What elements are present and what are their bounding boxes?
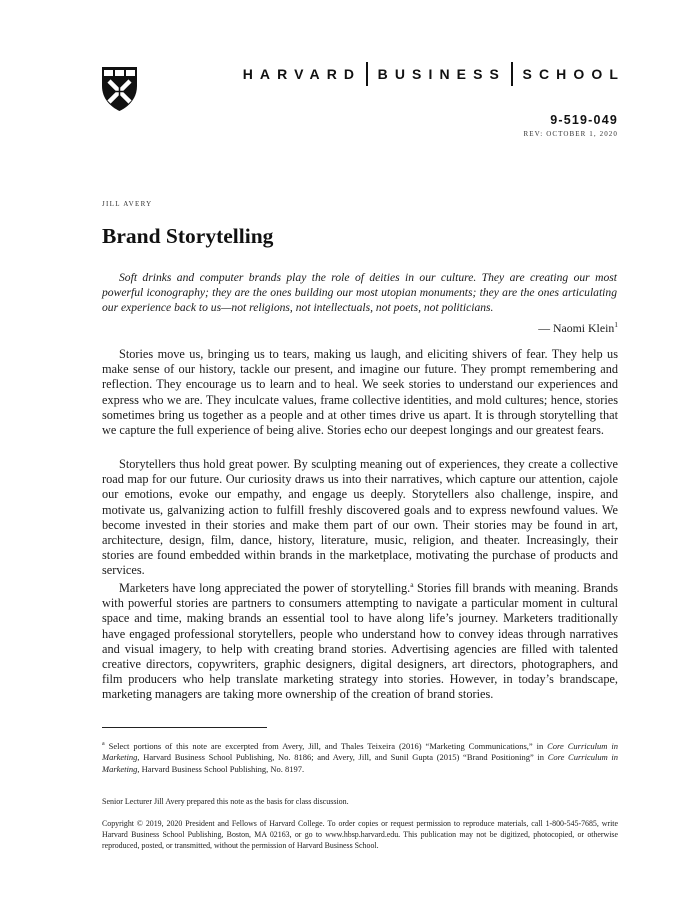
attribution-name: — Naomi Klein (538, 320, 615, 335)
epigraph-quote: Soft drinks and computer brands play the role of deities in our culture. They are creating our most powerful iconography; they are the ones building our most utopian monuments; they are the ones articulating our experience back to us—not religions, not intellectuals, not poets, not politicians. (102, 271, 617, 314)
footnote-text: , Harvard Business School Publishing, No. 8186; and Avery, Jill, and Sunil Gupta (2015) “Brand Positioning” in (137, 752, 548, 763)
school-word-harvard: HARVARD (242, 66, 362, 82)
school-word-business: BUSINESS (377, 66, 506, 82)
page-header (101, 62, 625, 114)
body-paragraph-2: Storytellers thus hold great power. By sculpting meaning out of experiences, they create a collective road map for our future. Our curiosity draws us into their narratives, which capture our attention, cajole our emotions, evoke our empathy, and engage us deeply. Storytellers also challenge, inspire, and motivate us, galvanizing action to fulfill freshly discovered goals and to express newfound values. We become invested in their stories and make them part of our own. Their stories may be found in art, architecture, design, film, dance, history, literature, music, religion, and theater. Increasingly, their stories are found embedded within brands in the marketplace, motivating the purchase of products and services. (102, 457, 618, 578)
footnote (102, 739, 618, 776)
footnote-citation-title: Core Curriculum in Marketing (102, 740, 618, 763)
author-name: JILL AVERY (102, 200, 153, 208)
page-title: Brand Storytelling (102, 224, 274, 248)
paragraph-text: Marketers have long appreciated the power of storytelling. (119, 581, 411, 595)
body-paragraph-1: Stories move us, bringing us to tears, making us laugh, and eliciting shivers of fear. They help us make sense of our history, tackle our present, and imagine our future. They prompt remembering and reflection. They encourage us to learn and to heal. We seek stories to understand our experiences and express who we are. They inculcate values, frame collective identities, and mold cultures; hence, stories sometimes bring us together as a people and at other times drive us apart. It is through storytelling that we capture the full experience of being alive. Stories echo our deepest longings and our greatest fears. (102, 347, 618, 438)
endnote-marker: 1 (614, 320, 618, 329)
paragraph-text: Stories fill brands with meaning. Brands with powerful stories are partners to consumers attempting to navigate a particular moment in cultural space and time, making brands an essential tool to have along life’s journey. Marketers traditionally have engaged professional storytellers, people who understand how to convey ideas through narratives and visual imagery, to help with creating brand stories. Advertising agencies are filled with talented creative directors, copywriters, graphic designers, digital designers, art directors, photographers, and film producers who help translate marketing strategy into stories. However, in today’s brandscape, marketing managers are taking more ownership of the creation of brand stories. (102, 581, 618, 702)
footnote-text: , Harvard Business School Publishing, No. 8197. (137, 764, 305, 775)
school-word-school: SCHOOL (522, 66, 625, 82)
footnote-citation-title: Core Curriculum in Marketing (102, 752, 618, 775)
wordmark-divider (511, 62, 513, 86)
footnote-text: Select portions of this note are excerpted from Avery, Jill, and Thales Teixeira (2016) “Marketing Communications,” in (104, 740, 548, 751)
footnote-divider (102, 727, 267, 728)
footnote-marker: a (102, 741, 105, 747)
document-number: 9-519-049 (550, 113, 618, 127)
wordmark-divider (366, 62, 368, 86)
footnote-marker: a (410, 579, 414, 589)
prepared-by-note: Senior Lecturer Jill Avery prepared this note as the basis for class discussion. (102, 797, 349, 806)
body-paragraph-3 (102, 581, 618, 703)
copyright-notice: Copyright © 2019, 2020 President and Fellows of Harvard College. To order copies or request permission to reproduce materials, call 1-800-545-7685, write Harvard Business School Publishing, Boston, MA 02163, or go to www.hbsp.harvard.edu. This publication may not be digitized, photocopied, or otherwise reproduced, posted, or transmitted, without the permission of Harvard Business School. (102, 819, 618, 850)
revision-date: REV: OCTOBER 1, 2020 (523, 130, 618, 138)
school-wordmark (242, 62, 625, 86)
harvard-shield-logo (101, 66, 138, 112)
epigraph-attribution (538, 320, 618, 336)
